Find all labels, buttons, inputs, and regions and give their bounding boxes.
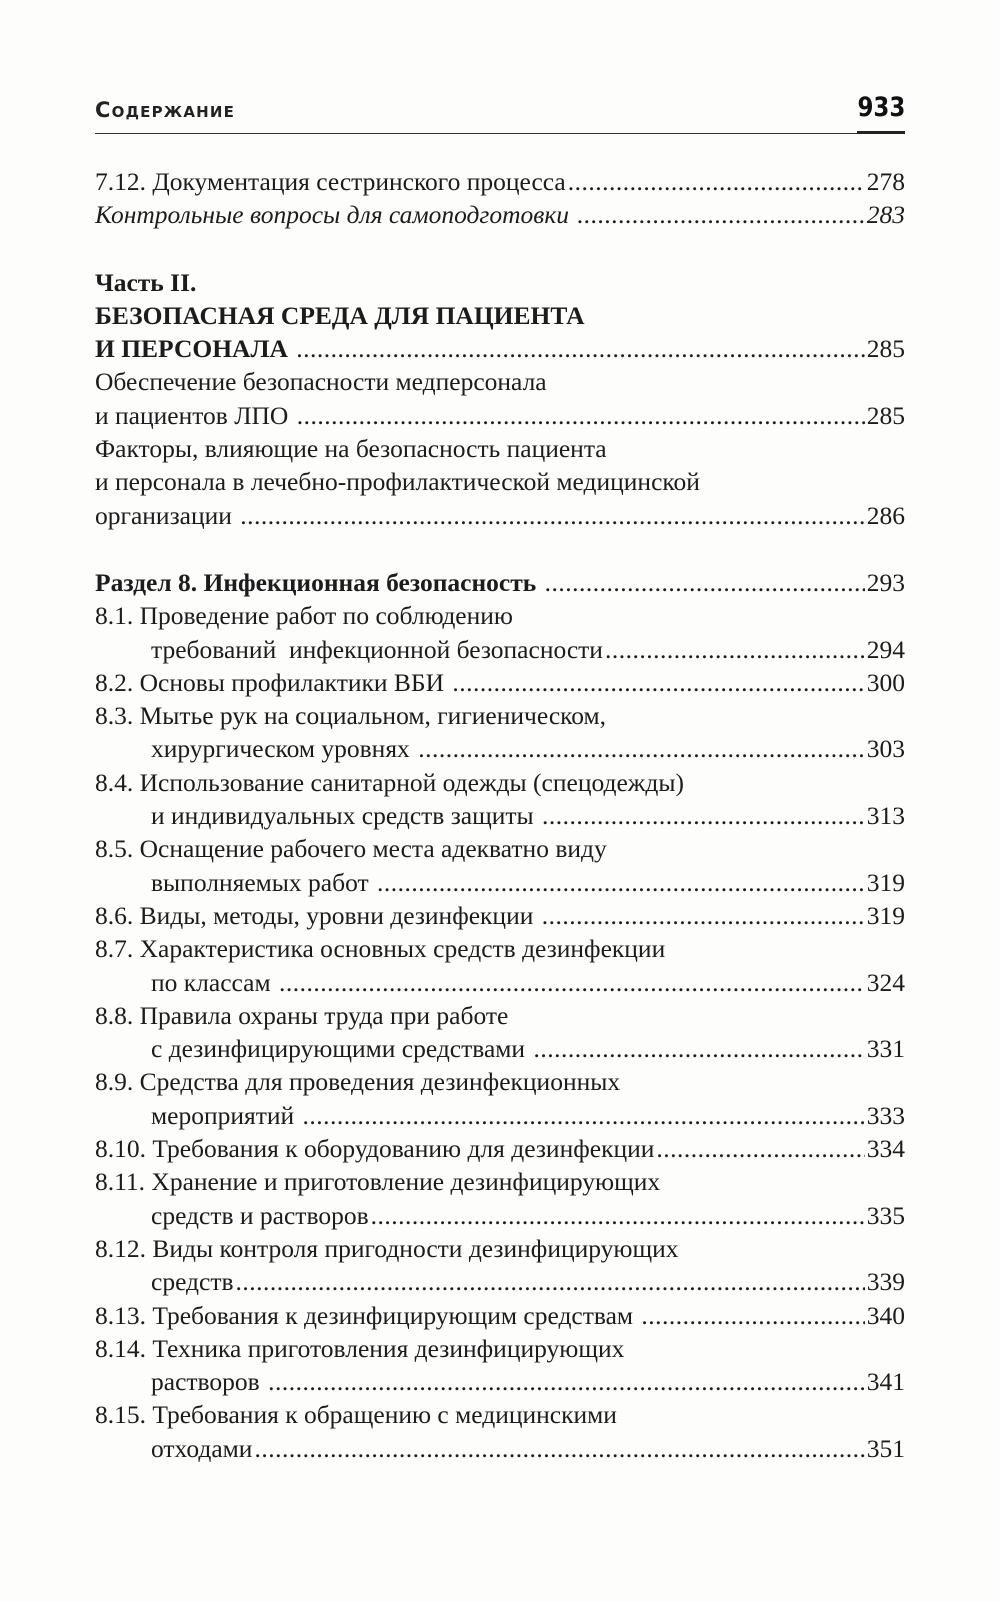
leader-dots bbox=[605, 633, 865, 666]
toc-entry-label: и пациентов ЛПО bbox=[95, 400, 295, 430]
toc-entry-page: 340 bbox=[866, 1300, 905, 1330]
toc-entry-label: с дезинфицирующими средствами bbox=[151, 1034, 532, 1064]
toc-entry-label: средств и растворов bbox=[151, 1200, 369, 1230]
toc-entry-8-14 bbox=[95, 1365, 905, 1398]
toc-entry-page: 303 bbox=[866, 734, 905, 764]
leader-dots bbox=[568, 165, 865, 198]
leader-dots bbox=[254, 1432, 864, 1465]
header-rule bbox=[95, 133, 905, 134]
toc-entry-page: 341 bbox=[866, 1367, 905, 1397]
leader-dots bbox=[545, 566, 865, 599]
page-number: 933 bbox=[857, 92, 905, 123]
toc-entry-page: 300 bbox=[866, 667, 905, 697]
toc-entry-8-11 bbox=[95, 1199, 905, 1232]
toc-entry-page: 283 bbox=[866, 200, 905, 230]
leader-dots bbox=[279, 966, 865, 999]
toc-entry-8-14-line-1: 8.14. Техника приготовления дезинфицирующих bbox=[95, 1333, 625, 1363]
leader-dots bbox=[268, 1365, 865, 1398]
toc-entry-8-7-line-1: 8.7. Характеристика основных средств дезинфекции bbox=[95, 934, 666, 964]
toc-entry-8-1 bbox=[95, 633, 905, 666]
toc-entry-8-7 bbox=[95, 966, 905, 999]
toc-entry-8-12 bbox=[95, 1265, 905, 1298]
leader-dots bbox=[418, 732, 865, 765]
toc-entry-8-12-line-1: 8.12. Виды контроля пригодности дезинфицирующих bbox=[95, 1233, 679, 1263]
toc-entry-8-8 bbox=[95, 1032, 905, 1065]
toc-entry-8-3 bbox=[95, 732, 905, 765]
leader-dots bbox=[577, 198, 864, 231]
toc-entry-page: 333 bbox=[866, 1100, 905, 1130]
toc-entry-label: требований инфекционной безопасности bbox=[151, 634, 603, 664]
toc-entry-page: 334 bbox=[866, 1134, 905, 1164]
header-rule-accent bbox=[857, 131, 905, 134]
toc-entry-8-13 bbox=[95, 1299, 905, 1332]
toc-entry-8-11-line-1: 8.11. Хранение и приготовление дезинфицирующих bbox=[95, 1167, 661, 1197]
toc-entry-page: 335 bbox=[866, 1200, 905, 1230]
toc-entry-page: 324 bbox=[866, 967, 905, 997]
leader-dots bbox=[656, 1132, 864, 1165]
leader-dots bbox=[240, 499, 864, 532]
toc-entry-8-15-line-1: 8.15. Требования к обращению с медицинскими bbox=[95, 1400, 617, 1430]
toc-entry-label: Раздел 8. Инфекционная безопасность bbox=[95, 567, 543, 597]
toc-entry-page: 319 bbox=[866, 900, 905, 930]
toc-entry-label: 8.6. Виды, методы, уровни дезинфекции bbox=[95, 900, 540, 930]
toc-entry-page: 294 bbox=[866, 634, 905, 664]
toc-entry-8-5-line-1: 8.5. Оснащение рабочего места адекватно виду bbox=[95, 834, 607, 864]
toc-entry-8-4-line-1: 8.4. Использование санитарной одежды (спецодежды) bbox=[95, 767, 684, 797]
toc-entry-8-2 bbox=[95, 666, 905, 699]
part-heading-line-3 bbox=[95, 332, 905, 365]
toc-entry-page: 331 bbox=[866, 1034, 905, 1064]
toc-entry-8-10 bbox=[95, 1132, 905, 1165]
toc-entry-page: 286 bbox=[866, 500, 905, 530]
toc-entry-label: 8.10. Требования к оборудованию для дезинфекции bbox=[95, 1134, 655, 1164]
toc-entry-label: по классам bbox=[151, 967, 277, 997]
toc-entry-8-9 bbox=[95, 1099, 905, 1132]
leader-dots bbox=[236, 1265, 865, 1298]
toc-entry-page: 285 bbox=[866, 400, 905, 430]
page-header bbox=[95, 92, 905, 134]
toc-entry-page: 278 bbox=[866, 167, 905, 196]
toc-entry-review-questions bbox=[95, 198, 905, 231]
toc-entry-8-8-line-1: 8.8. Правила охраны труда при работе bbox=[95, 1000, 509, 1030]
toc-entry-page: 351 bbox=[866, 1433, 905, 1463]
part-heading-line-2: БЕЗОПАСНАЯ СРЕДА ДЛЯ ПАЦИЕНТА bbox=[95, 300, 585, 330]
toc-entry-label: И ПЕРСОНАЛА bbox=[95, 334, 295, 364]
toc-entry-label: отходами bbox=[151, 1433, 253, 1463]
leader-dots bbox=[542, 799, 865, 832]
leader-dots bbox=[303, 1099, 865, 1132]
toc-entry-7-12 bbox=[95, 165, 905, 198]
toc-entry-page: 319 bbox=[866, 867, 905, 897]
toc-entry-label: организации bbox=[95, 500, 239, 530]
toc-entry-label: выполняемых работ bbox=[151, 867, 376, 897]
toc-entry-label: хирургическом уровнях bbox=[151, 734, 417, 764]
table-of-contents bbox=[95, 165, 905, 1465]
running-title: Содержание bbox=[95, 98, 236, 122]
toc-entry-label: Контрольные вопросы для самоподготовки bbox=[95, 200, 576, 230]
toc-entry-page: 293 bbox=[866, 567, 905, 597]
toc-entry-8-3-line-1: 8.3. Мытье рук на социальном, гигиеническом, bbox=[95, 701, 607, 731]
toc-section-8 bbox=[95, 566, 905, 599]
toc-entry-label: 8.13. Требования к дезинфицирующим средствам bbox=[95, 1300, 640, 1330]
leader-dots bbox=[377, 866, 865, 899]
toc-entry-8-15 bbox=[95, 1432, 905, 1465]
toc-entry-safety-line-1: Обеспечение безопасности медперсонала bbox=[95, 367, 547, 397]
toc-entry-label: 8.2. Основы профилактики ВБИ bbox=[95, 667, 451, 697]
leader-dots bbox=[533, 1032, 864, 1065]
toc-entry-factors-line-2: и персонала в лечебно-профилактической медицинской bbox=[95, 467, 700, 497]
toc-entry-page: 339 bbox=[866, 1267, 905, 1297]
toc-entry-label: 7.12. Документация сестринского процесса bbox=[95, 167, 566, 196]
toc-entry-8-6 bbox=[95, 899, 905, 932]
toc-entry-8-4 bbox=[95, 799, 905, 832]
toc-entry-label: растворов bbox=[151, 1367, 267, 1397]
leader-dots bbox=[641, 1299, 864, 1332]
leader-dots bbox=[542, 899, 865, 932]
toc-entry-8-5 bbox=[95, 866, 905, 899]
leader-dots bbox=[371, 1199, 865, 1232]
leader-dots bbox=[452, 666, 864, 699]
leader-dots bbox=[297, 399, 865, 432]
toc-entry-label: мероприятий bbox=[151, 1100, 301, 1130]
toc-entry-page: 313 bbox=[866, 801, 905, 831]
part-heading-line-1: Часть II. bbox=[95, 267, 197, 297]
toc-entry-8-1-line-1: 8.1. Проведение работ по соблюдению bbox=[95, 601, 513, 631]
toc-entry-8-9-line-1: 8.9. Средства для проведения дезинфекционных bbox=[95, 1067, 621, 1097]
toc-entry-page: 285 bbox=[866, 334, 905, 364]
toc-entry-safety bbox=[95, 399, 905, 432]
toc-entry-factors-line-1: Факторы, влияющие на безопасность пациента bbox=[95, 434, 607, 464]
toc-entry-label: средств bbox=[151, 1267, 234, 1297]
toc-entry-label: и индивидуальных средств защиты bbox=[151, 801, 541, 831]
leader-dots bbox=[296, 332, 865, 365]
toc-entry-factors bbox=[95, 499, 905, 532]
